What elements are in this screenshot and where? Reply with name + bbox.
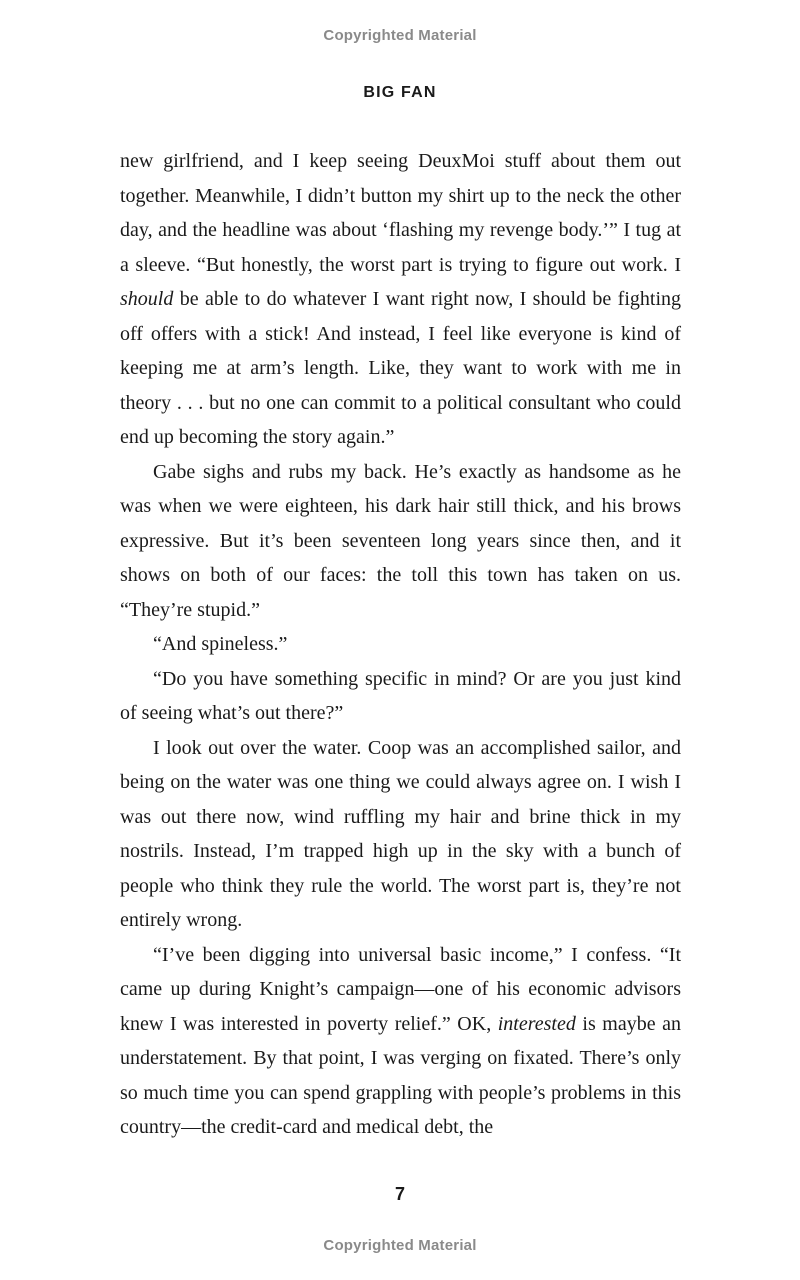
- paragraph: “I’ve been digging into universal basic income,” I confess. “It came up during Knight’s campaign—one of his economic advisors knew I was interested in poverty relief.” OK, interested is maybe an understatement. By that point, I was verging on fixated. There’s only so much time you can spend grappling with people’s problems in this country—the credit-card and medical debt, the: [120, 943, 681, 1138]
- emphasis: should: [120, 288, 174, 310]
- paragraph: I look out over the water. Coop was an accomplished sailor, and being on the water was one thing we could always agree on. I wish I was out there now, wind ruffling my hair and brine thick in my nostrils. Instead, I’m trapped high up in the sky with a bunch of people who think they rule the world. The worst part is, they’re not entirely wrong.: [120, 736, 681, 931]
- body-text: [120, 144, 681, 1145]
- copyright-watermark-bottom: Copyrighted Material: [323, 1237, 477, 1254]
- paragraph: Gabe sighs and rubs my back. He’s exactly as handsome as he was when we were eighteen, his dark hair still thick, and his brows expressive. But it’s been seventeen long years since then, and it shows on both of our faces: the toll this town has taken on us. “They’re stupid.”: [120, 460, 681, 621]
- running-head: BIG FAN: [363, 84, 437, 101]
- copyright-watermark-top: Copyrighted Material: [323, 27, 477, 44]
- emphasis: interested: [497, 1012, 576, 1035]
- paragraph: “And spineless.”: [153, 633, 288, 655]
- paragraph: “Do you have something specific in mind? Or are you just kind of seeing what’s out there?”: [120, 667, 681, 724]
- page-number: 7: [394, 1184, 405, 1204]
- paragraph: new girlfriend, and I keep seeing DeuxMoi stuff about them out together. Meanwhile, I didn’t button my shirt up to the neck the other day, and the headline was about ‘flashing my revenge body.’” I tug at a sleeve. “But honestly, the worst part is trying to figure out work. I should be able to do whatever I want right now, I should be fighting off offers with a stick! And instead, I feel like everyone is kind of keeping me at arm’s length. Like, they want to work with me in theory . . . but no one can commit to a political consultant who could end up becoming the story again.”: [120, 150, 681, 448]
